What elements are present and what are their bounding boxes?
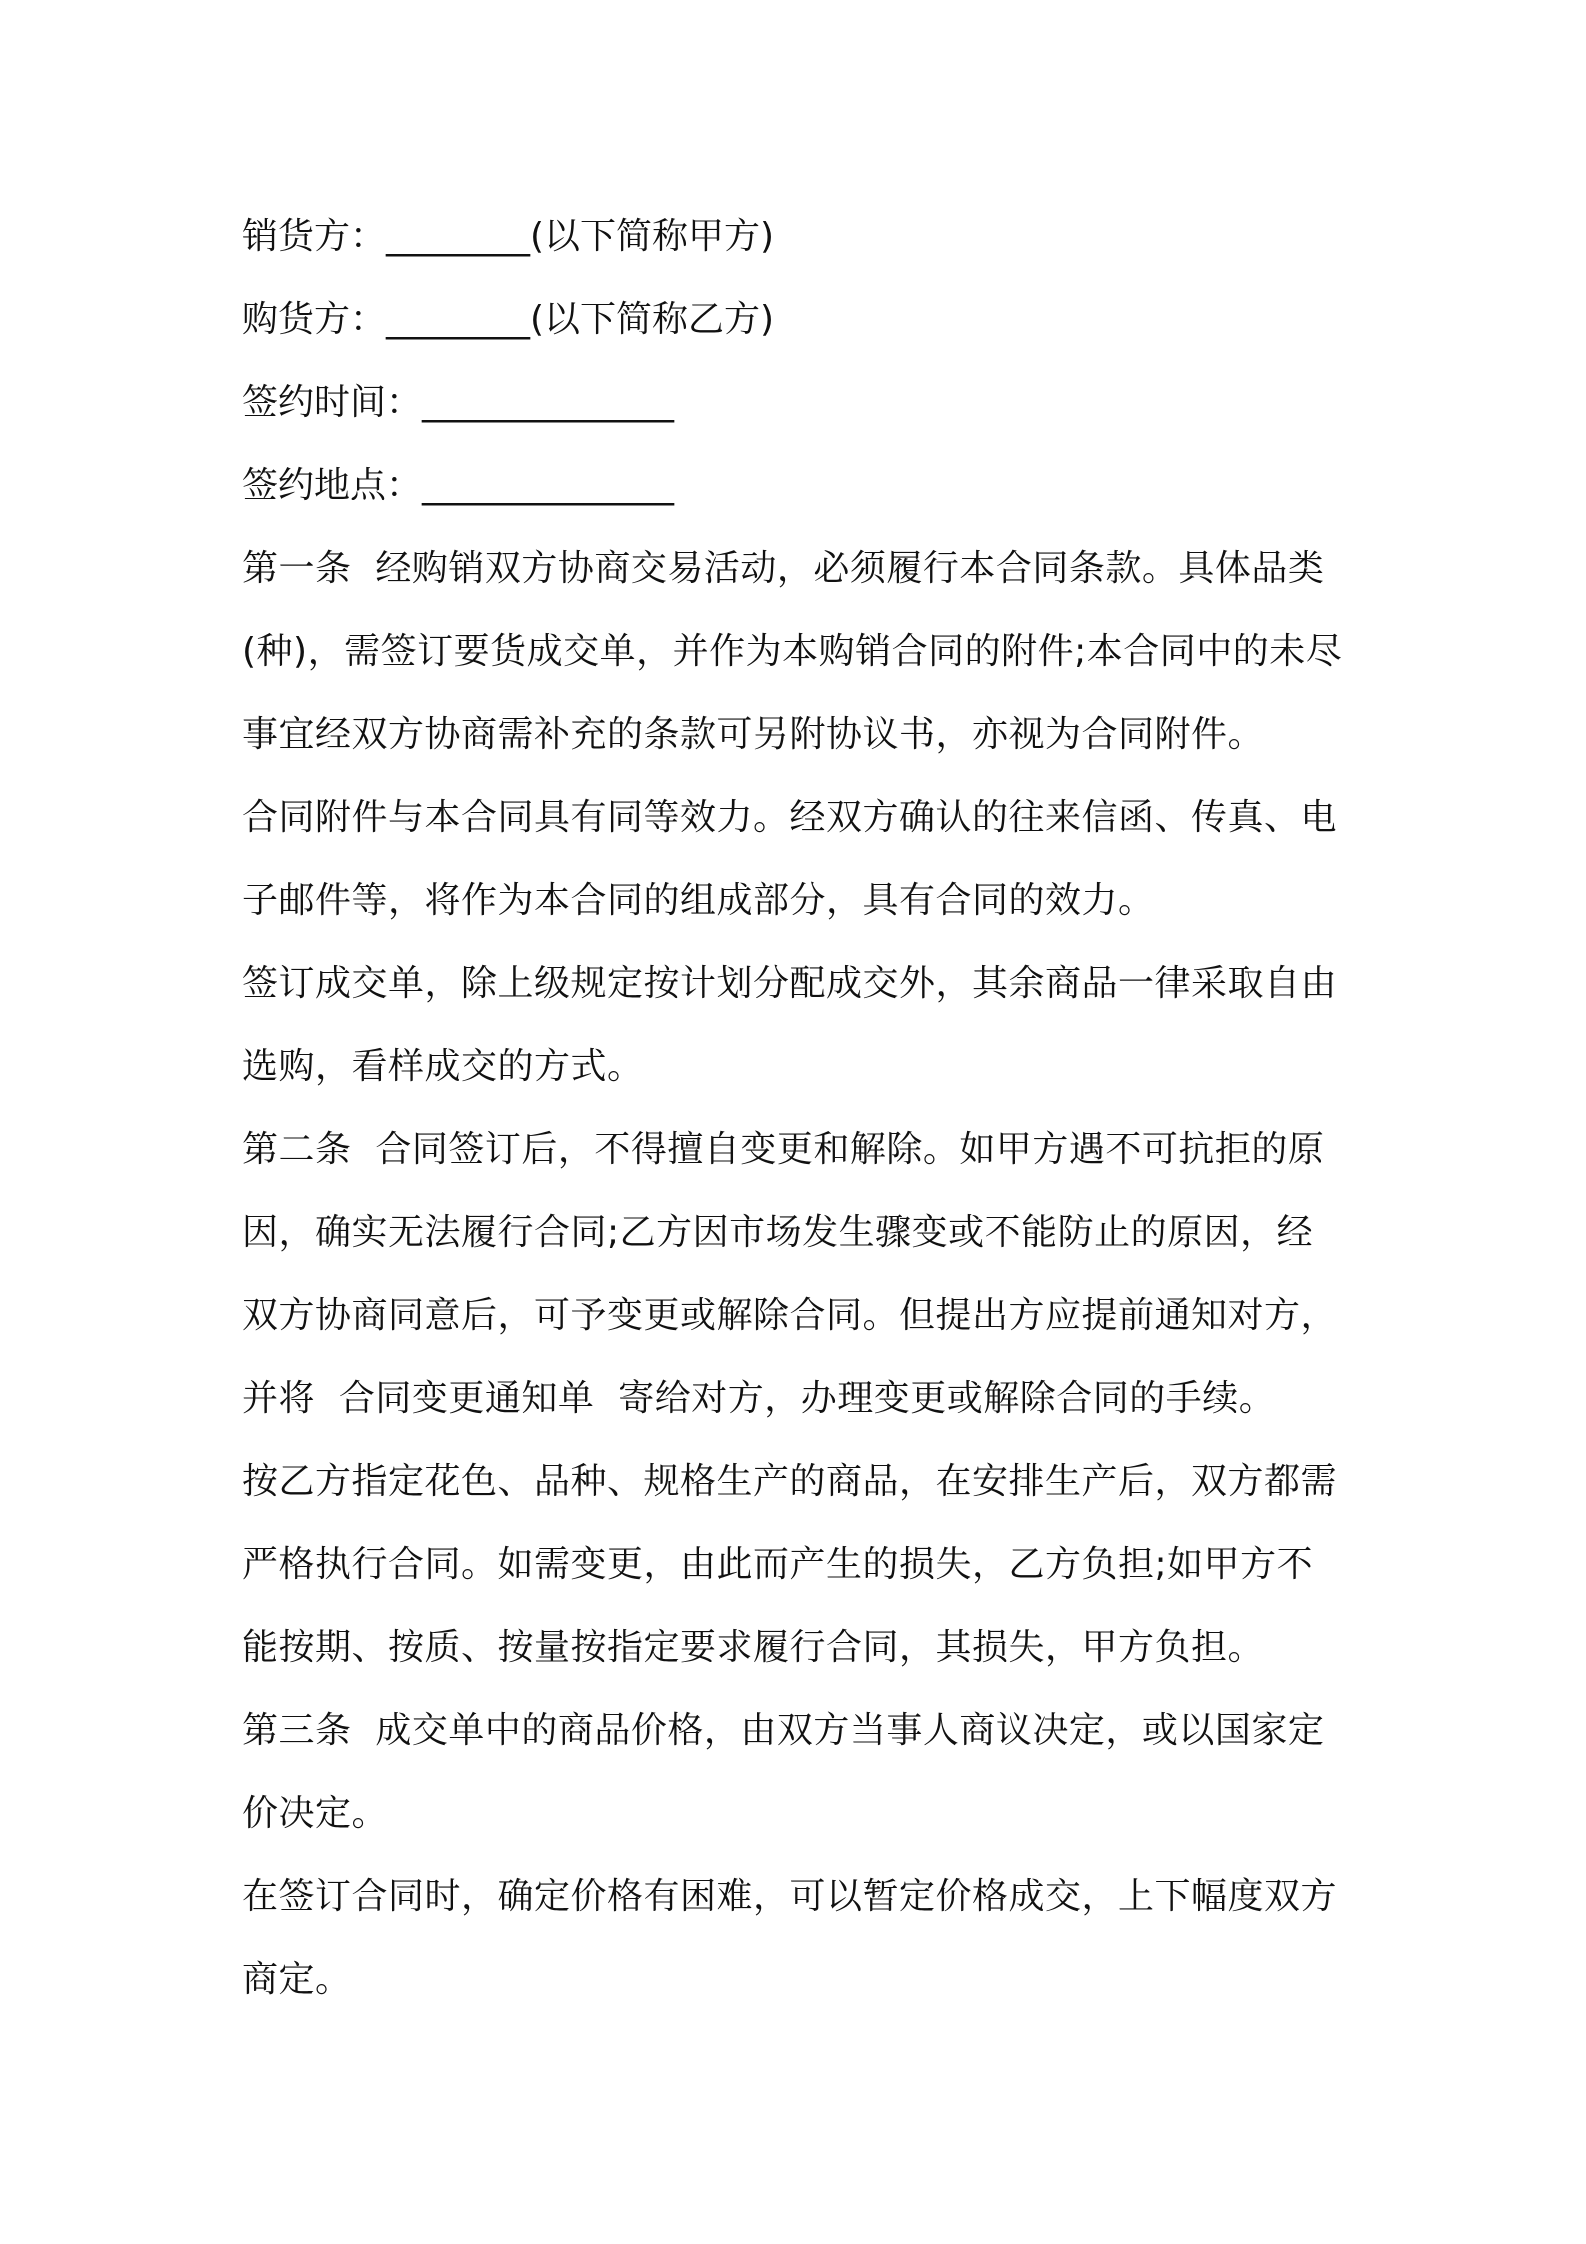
sign-place-blank: ______________ — [422, 465, 675, 506]
body-line: 合同附件与本合同具有同等效力。经双方确认的往来信函、传真、电 — [242, 797, 1338, 838]
sign-date-blank: ______________ — [422, 382, 675, 423]
body-line: 双方协商同意后，可予变更或解除合同。但提出方应提前通知对方， — [242, 1295, 1338, 1336]
sign-place-label: 签约地点： — [242, 465, 423, 506]
body-line: 因，确实无法履行合同;乙方因市场发生骤变或不能防止的原因，经 — [242, 1212, 1314, 1253]
sign-date-line — [242, 361, 1362, 444]
body-line: 商定。 — [242, 1959, 352, 2000]
body-line: 第二条 合同签订后，不得擅自变更和解除。如甲方遇不可抗拒的原 — [242, 1129, 1325, 1170]
body-line: 第三条 成交单中的商品价格，由双方当事人商议决定，或以国家定 — [242, 1710, 1325, 1751]
body-line: 子邮件等，将作为本合同的组成部分，具有合同的效力。 — [242, 880, 1155, 921]
contract-page — [242, 195, 1362, 2021]
body-line: 选购，看样成交的方式。 — [242, 1046, 644, 1087]
body-line: 在签订合同时，确定价格有困难，可以暂定价格成交，上下幅度双方 — [242, 1876, 1338, 1917]
body-line: 事宜经双方协商需补充的条款可另附协议书，亦视为合同附件。 — [242, 714, 1265, 755]
body-line: 严格执行合同。如需变更，由此而产生的损失，乙方负担;如甲方不 — [242, 1544, 1314, 1585]
body-line: 按乙方指定花色、品种、规格生产的商品，在安排生产后，双方都需 — [242, 1461, 1338, 1502]
buyer-line — [242, 278, 1362, 361]
body-line: 并将 合同变更通知单 寄给对方，办理变更或解除合同的手续。 — [242, 1378, 1276, 1419]
sign-date-label: 签约时间： — [242, 382, 423, 423]
buyer-note: (以下简称乙方) — [530, 299, 775, 340]
body-line: (种)，需签订要货成交单，并作为本购销合同的附件;本合同中的未尽 — [242, 631, 1343, 672]
seller-line — [242, 195, 1362, 278]
seller-note: (以下简称甲方) — [530, 216, 775, 257]
sign-place-line — [242, 444, 1362, 527]
body-line: 价决定。 — [242, 1793, 389, 1834]
body-line: 第一条 经购销双方协商交易活动，必须履行本合同条款。具体品类 — [242, 548, 1325, 589]
buyer-blank: ________ — [386, 299, 531, 340]
seller-blank: ________ — [386, 216, 531, 257]
buyer-label: 购货方： — [242, 299, 387, 340]
body-line: 能按期、按质、按量按指定要求履行合同，其损失，甲方负担。 — [242, 1627, 1265, 1668]
body-line: 签订成交单，除上级规定按计划分配成交外，其余商品一律采取自由 — [242, 963, 1338, 1004]
seller-label: 销货方： — [242, 216, 387, 257]
